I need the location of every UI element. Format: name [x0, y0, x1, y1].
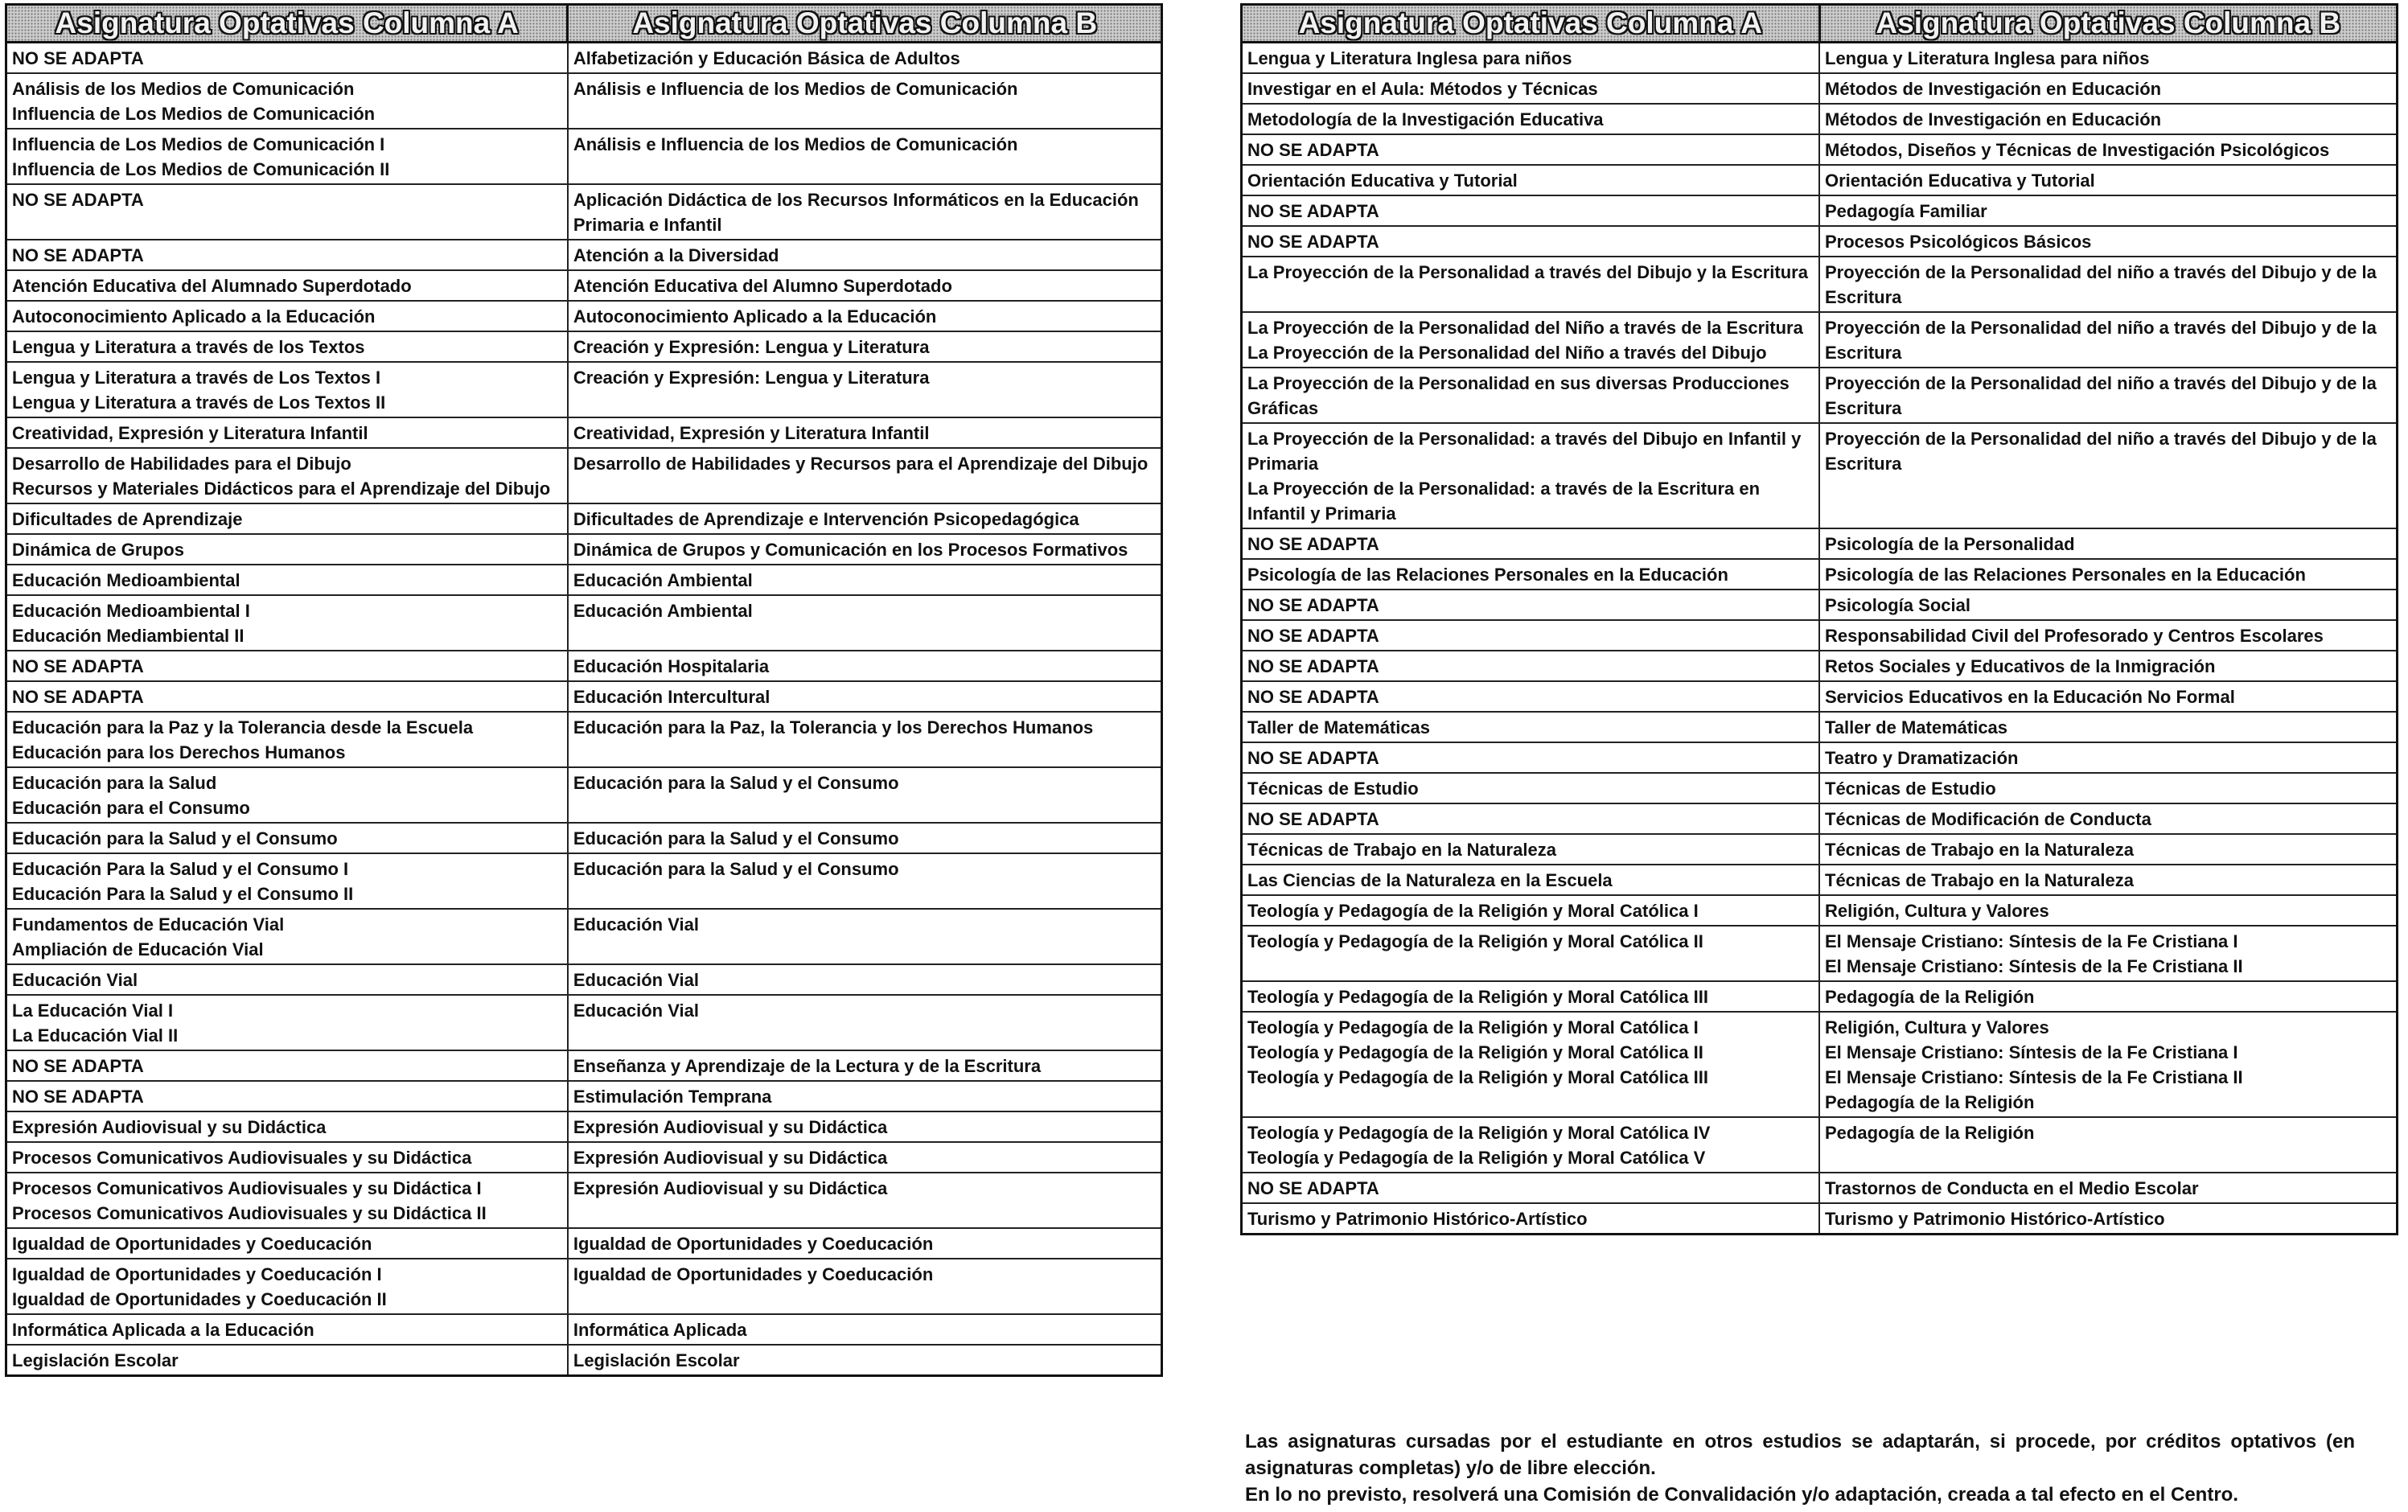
column-b-cell: Métodos de Investigación en Educación [1819, 104, 2398, 134]
column-b-cell: Psicología de las Relaciones Personales en la Educación [1819, 559, 2398, 590]
column-a-cell: Lengua y Literatura Inglesa para niños [1242, 43, 1820, 74]
table-row [1242, 43, 2398, 74]
table-row [6, 240, 1162, 270]
column-a-cell: Las Ciencias de la Naturaleza en la Escuela [1242, 865, 1820, 895]
column-b-cell: Expresión Audiovisual y su Didáctica [568, 1142, 1162, 1173]
column-b-cell: Dificultades de Aprendizaje e Intervención Psicopedagógica [568, 503, 1162, 534]
column-a-cell: Educación Medioambiental I Educación Mediambiental II [6, 595, 568, 651]
column-a-cell: La Educación Vial I La Educación Vial II [6, 995, 568, 1050]
column-b-cell: Pedagogía Familiar [1819, 195, 2398, 226]
table-row [1242, 865, 2398, 895]
table-row [6, 448, 1162, 503]
column-b-cell: Retos Sociales y Educativos de la Inmigración [1819, 651, 2398, 681]
column-a-cell: La Proyección de la Personalidad del Niño a través de la Escritura La Proyección de la Personalidad del Niño a través del Dibujo [1242, 312, 1820, 368]
table-row [6, 712, 1162, 767]
column-a-cell: Educación para la Paz y la Tolerancia desde la Escuela Educación para los Derechos Humanos [6, 712, 568, 767]
column-a-cell: Influencia de Los Medios de Comunicación I Influencia de Los Medios de Comunicación II [6, 129, 568, 184]
column-a-cell: Atención Educativa del Alumnado Superdotado [6, 270, 568, 301]
column-a-cell: Metodología de la Investigación Educativa [1242, 104, 1820, 134]
column-b-cell: Educación Intercultural [568, 681, 1162, 712]
column-b-cell: Trastornos de Conducta en el Medio Escolar [1819, 1173, 2398, 1203]
table-row [6, 503, 1162, 534]
column-a-cell: Psicología de las Relaciones Personales en la Educación [1242, 559, 1820, 590]
column-a-cell: Educación Para la Salud y el Consumo I Educación Para la Salud y el Consumo II [6, 853, 568, 909]
table-row [6, 534, 1162, 565]
column-a-cell: NO SE ADAPTA [6, 184, 568, 240]
table-row [1242, 368, 2398, 423]
table-row [1242, 312, 2398, 368]
column-a-cell: Teología y Pedagogía de la Religión y Moral Católica IV Teología y Pedagogía de la Religión y Moral Católica V [1242, 1117, 1820, 1173]
column-a-cell: Teología y Pedagogía de la Religión y Moral Católica III [1242, 981, 1820, 1012]
column-a-cell: La Proyección de la Personalidad a través del Dibujo y la Escritura [1242, 257, 1820, 312]
table-row [1242, 1117, 2398, 1173]
column-a-cell: NO SE ADAPTA [1242, 620, 1820, 651]
right-equivalence-table-panel [1240, 3, 2398, 1235]
column-b-cell: Educación para la Salud y el Consumo [568, 823, 1162, 853]
table-row [6, 1111, 1162, 1142]
table-row [6, 184, 1162, 240]
column-b-cell: Técnicas de Trabajo en la Naturaleza [1819, 865, 2398, 895]
column-b-cell: Educación para la Salud y el Consumo [568, 853, 1162, 909]
footer-note-line: Las asignaturas cursadas por el estudiante en otros estudios se adaptarán, si procede, por créditos optativos (en asignaturas completas) y/o de libre elección. [1245, 1431, 2355, 1479]
table-row [6, 1081, 1162, 1111]
column-b-cell: Taller de Matemáticas [1819, 712, 2398, 742]
column-a-header: Asignatura Optativas Columna A [1242, 5, 1820, 43]
column-a-cell: Técnicas de Trabajo en la Naturaleza [1242, 834, 1820, 865]
table-row [6, 1228, 1162, 1259]
column-b-cell: Pedagogía de la Religión [1819, 1117, 2398, 1173]
table-row [1242, 226, 2398, 257]
column-b-cell: Creatividad, Expresión y Literatura Infantil [568, 417, 1162, 448]
column-b-cell: Atención a la Diversidad [568, 240, 1162, 270]
table-row [6, 595, 1162, 651]
column-b-header: Asignatura Optativas Columna B [568, 5, 1162, 43]
column-b-cell: Técnicas de Modificación de Conducta [1819, 803, 2398, 834]
column-a-cell: Turismo y Patrimonio Histórico-Artístico [1242, 1203, 1820, 1235]
column-a-cell: NO SE ADAPTA [1242, 226, 1820, 257]
column-b-cell: Desarrollo de Habilidades y Recursos para el Aprendizaje del Dibujo [568, 448, 1162, 503]
column-b-cell: Educación Vial [568, 964, 1162, 995]
column-b-cell: Turismo y Patrimonio Histórico-Artístico [1819, 1203, 2398, 1235]
table-row [1242, 73, 2398, 104]
column-b-cell: El Mensaje Cristiano: Síntesis de la Fe Cristiana I El Mensaje Cristiano: Síntesis de la Fe Cristiana II [1819, 926, 2398, 981]
table-row [1242, 590, 2398, 620]
table-row [6, 909, 1162, 964]
column-a-cell: Investigar en el Aula: Métodos y Técnicas [1242, 73, 1820, 104]
column-b-cell: Proyección de la Personalidad del niño a través del Dibujo y de la Escritura [1819, 368, 2398, 423]
column-b-cell: Educación para la Salud y el Consumo [568, 767, 1162, 823]
table-row [6, 43, 1162, 74]
column-b-cell: Autoconocimiento Aplicado a la Educación [568, 301, 1162, 331]
column-a-cell: NO SE ADAPTA [1242, 651, 1820, 681]
table-row [1242, 681, 2398, 712]
table-row [6, 331, 1162, 362]
column-b-cell: Análisis e Influencia de los Medios de Comunicación [568, 73, 1162, 129]
column-b-cell: Pedagogía de la Religión [1819, 981, 2398, 1012]
table-row [6, 1345, 1162, 1376]
column-a-cell: Informática Aplicada a la Educación [6, 1314, 568, 1345]
column-b-cell: Servicios Educativos en la Educación No Formal [1819, 681, 2398, 712]
column-b-cell: Educación Ambiental [568, 595, 1162, 651]
table-row [1242, 620, 2398, 651]
column-b-cell: Proyección de la Personalidad del niño a través del Dibujo y de la Escritura [1819, 423, 2398, 528]
column-a-cell: Creatividad, Expresión y Literatura Infantil [6, 417, 568, 448]
table-row [6, 270, 1162, 301]
column-b-cell: Legislación Escolar [568, 1345, 1162, 1376]
column-a-cell: NO SE ADAPTA [1242, 134, 1820, 165]
column-a-cell: Teología y Pedagogía de la Religión y Moral Católica I Teología y Pedagogía de la Religión y Moral Católica II Teología y Pedagogía de la Religión y Moral Católica III [1242, 1012, 1820, 1117]
column-a-cell: Igualdad de Oportunidades y Coeducación [6, 1228, 568, 1259]
table-row [1242, 1203, 2398, 1235]
table-row [1242, 981, 2398, 1012]
column-a-cell: La Proyección de la Personalidad: a través del Dibujo en Infantil y Primaria La Proyección de la Personalidad: a través de la Escritura en Infantil y Primaria [1242, 423, 1820, 528]
column-a-cell: NO SE ADAPTA [6, 43, 568, 74]
column-a-cell: Educación para la Salud Educación para el Consumo [6, 767, 568, 823]
column-a-cell: NO SE ADAPTA [1242, 1173, 1820, 1203]
column-b-cell: Expresión Audiovisual y su Didáctica [568, 1111, 1162, 1142]
left-table-body [6, 43, 1162, 1376]
column-b-cell: Teatro y Dramatización [1819, 742, 2398, 773]
column-b-cell: Igualdad de Oportunidades y Coeducación [568, 1259, 1162, 1314]
table-row [6, 995, 1162, 1050]
table-row [6, 301, 1162, 331]
table-row [1242, 803, 2398, 834]
table-row [1242, 104, 2398, 134]
table-row [1242, 834, 2398, 865]
table-row [6, 129, 1162, 184]
column-a-cell: Lengua y Literatura a través de los Textos [6, 331, 568, 362]
column-a-cell: Educación para la Salud y el Consumo [6, 823, 568, 853]
column-a-cell: Legislación Escolar [6, 1345, 568, 1376]
left-equivalence-table-panel [5, 3, 1163, 1377]
table-row [6, 964, 1162, 995]
column-b-cell: Alfabetización y Educación Básica de Adultos [568, 43, 1162, 74]
column-a-cell: Técnicas de Estudio [1242, 773, 1820, 803]
table-row [1242, 712, 2398, 742]
table-row [6, 1142, 1162, 1173]
column-a-cell: NO SE ADAPTA [6, 681, 568, 712]
column-b-cell: Igualdad de Oportunidades y Coeducación [568, 1228, 1162, 1259]
column-a-cell: NO SE ADAPTA [6, 651, 568, 681]
column-b-cell: Expresión Audiovisual y su Didáctica [568, 1173, 1162, 1228]
table-row [6, 767, 1162, 823]
column-a-cell: La Proyección de la Personalidad en sus diversas Producciones Gráficas [1242, 368, 1820, 423]
table-row [6, 681, 1162, 712]
column-a-cell: NO SE ADAPTA [1242, 681, 1820, 712]
table-row [1242, 528, 2398, 559]
column-b-cell: Estimulación Temprana [568, 1081, 1162, 1111]
column-a-cell: NO SE ADAPTA [1242, 195, 1820, 226]
table-row [1242, 423, 2398, 528]
column-b-cell: Psicología de la Personalidad [1819, 528, 2398, 559]
table-row [6, 1314, 1162, 1345]
table-row [1242, 257, 2398, 312]
table-row [1242, 651, 2398, 681]
column-b-cell: Proyección de la Personalidad del niño a través del Dibujo y de la Escritura [1819, 257, 2398, 312]
column-b-cell: Religión, Cultura y Valores [1819, 895, 2398, 926]
column-b-cell: Educación Ambiental [568, 565, 1162, 595]
column-a-cell: Lengua y Literatura a través de Los Textos I Lengua y Literatura a través de Los Textos II [6, 362, 568, 417]
table-row [1242, 165, 2398, 195]
table-row [6, 823, 1162, 853]
table-row [6, 1259, 1162, 1314]
column-b-cell: Responsabilidad Civil del Profesorado y Centros Escolares [1819, 620, 2398, 651]
column-a-cell: Desarrollo de Habilidades para el Dibujo Recursos y Materiales Didácticos para el Aprendizaje del Dibujo [6, 448, 568, 503]
table-row [6, 565, 1162, 595]
footer-note-line: En lo no previsto, resolverá una Comisión de Convalidación y/o adaptación, creada a tal efecto en el Centro. [1245, 1484, 2238, 1506]
column-b-cell: Psicología Social [1819, 590, 2398, 620]
column-a-cell: Educación Vial [6, 964, 568, 995]
right-equivalence-table [1240, 3, 2398, 1235]
table-row [6, 1173, 1162, 1228]
left-equivalence-table [5, 3, 1163, 1377]
table-row [1242, 895, 2398, 926]
table-row [6, 362, 1162, 417]
table-row [1242, 742, 2398, 773]
right-table-header-row [1242, 5, 2398, 43]
column-b-cell: Aplicación Didáctica de los Recursos Informáticos en la Educación Primaria e Infantil [568, 184, 1162, 240]
table-row [1242, 134, 2398, 165]
column-a-cell: NO SE ADAPTA [1242, 803, 1820, 834]
column-a-cell: Procesos Comunicativos Audiovisuales y su Didáctica I Procesos Comunicativos Audiovisuales y su Didáctica II [6, 1173, 568, 1228]
column-a-cell: Teología y Pedagogía de la Religión y Moral Católica II [1242, 926, 1820, 981]
column-a-cell: NO SE ADAPTA [6, 1050, 568, 1081]
column-a-cell: Igualdad de Oportunidades y Coeducación I Igualdad de Oportunidades y Coeducación II [6, 1259, 568, 1314]
table-row [1242, 1173, 2398, 1203]
column-b-cell: Creación y Expresión: Lengua y Literatura [568, 362, 1162, 417]
table-row [1242, 773, 2398, 803]
column-a-cell: Expresión Audiovisual y su Didáctica [6, 1111, 568, 1142]
column-a-cell: Orientación Educativa y Tutorial [1242, 165, 1820, 195]
table-row [6, 1050, 1162, 1081]
column-a-cell: Análisis de los Medios de Comunicación Influencia de Los Medios de Comunicación [6, 73, 568, 129]
table-row [6, 417, 1162, 448]
column-b-cell: Técnicas de Estudio [1819, 773, 2398, 803]
left-table-header-row [6, 5, 1162, 43]
column-b-cell: Educación Vial [568, 909, 1162, 964]
column-b-cell: Atención Educativa del Alumno Superdotado [568, 270, 1162, 301]
column-b-cell: Técnicas de Trabajo en la Naturaleza [1819, 834, 2398, 865]
column-a-cell: NO SE ADAPTA [1242, 742, 1820, 773]
table-row [1242, 1012, 2398, 1117]
table-row [6, 651, 1162, 681]
table-row [1242, 559, 2398, 590]
column-a-cell: Procesos Comunicativos Audiovisuales y su Didáctica [6, 1142, 568, 1173]
column-b-cell: Análisis e Influencia de los Medios de Comunicación [568, 129, 1162, 184]
table-row [1242, 926, 2398, 981]
column-b-cell: Informática Aplicada [568, 1314, 1162, 1345]
column-a-cell: NO SE ADAPTA [1242, 590, 1820, 620]
column-b-cell: Dinámica de Grupos y Comunicación en los Procesos Formativos [568, 534, 1162, 565]
column-a-cell: Taller de Matemáticas [1242, 712, 1820, 742]
column-a-cell: Dinámica de Grupos [6, 534, 568, 565]
column-a-cell: NO SE ADAPTA [6, 240, 568, 270]
column-b-cell: Creación y Expresión: Lengua y Literatura [568, 331, 1162, 362]
column-b-cell: Educación para la Paz, la Tolerancia y los Derechos Humanos [568, 712, 1162, 767]
column-a-cell: Educación Medioambiental [6, 565, 568, 595]
column-b-cell: Métodos, Diseños y Técnicas de Investigación Psicológicos [1819, 134, 2398, 165]
column-a-cell: Teología y Pedagogía de la Religión y Moral Católica I [1242, 895, 1820, 926]
column-a-cell: Dificultades de Aprendizaje [6, 503, 568, 534]
column-a-cell: Fundamentos de Educación Vial Ampliación de Educación Vial [6, 909, 568, 964]
column-a-cell: NO SE ADAPTA [1242, 528, 1820, 559]
column-b-cell: Enseñanza y Aprendizaje de la Lectura y de la Escritura [568, 1050, 1162, 1081]
right-table-body [1242, 43, 2398, 1235]
column-b-cell: Lengua y Literatura Inglesa para niños [1819, 43, 2398, 74]
footer-note [1245, 1428, 2355, 1508]
column-a-cell: NO SE ADAPTA [6, 1081, 568, 1111]
column-b-cell: Orientación Educativa y Tutorial [1819, 165, 2398, 195]
table-row [1242, 195, 2398, 226]
column-b-cell: Educación Hospitalaria [568, 651, 1162, 681]
column-b-cell: Procesos Psicológicos Básicos [1819, 226, 2398, 257]
column-b-header: Asignatura Optativas Columna B [1819, 5, 2398, 43]
column-a-header: Asignatura Optativas Columna A [6, 5, 568, 43]
table-row [6, 853, 1162, 909]
column-a-cell: Autoconocimiento Aplicado a la Educación [6, 301, 568, 331]
column-b-cell: Religión, Cultura y Valores El Mensaje Cristiano: Síntesis de la Fe Cristiana I El Mensaje Cristiano: Síntesis de la Fe Cristiana II Pedagogía de la Religión [1819, 1012, 2398, 1117]
table-row [6, 73, 1162, 129]
column-b-cell: Educación Vial [568, 995, 1162, 1050]
column-b-cell: Proyección de la Personalidad del niño a través del Dibujo y de la Escritura [1819, 312, 2398, 368]
column-b-cell: Métodos de Investigación en Educación [1819, 73, 2398, 104]
